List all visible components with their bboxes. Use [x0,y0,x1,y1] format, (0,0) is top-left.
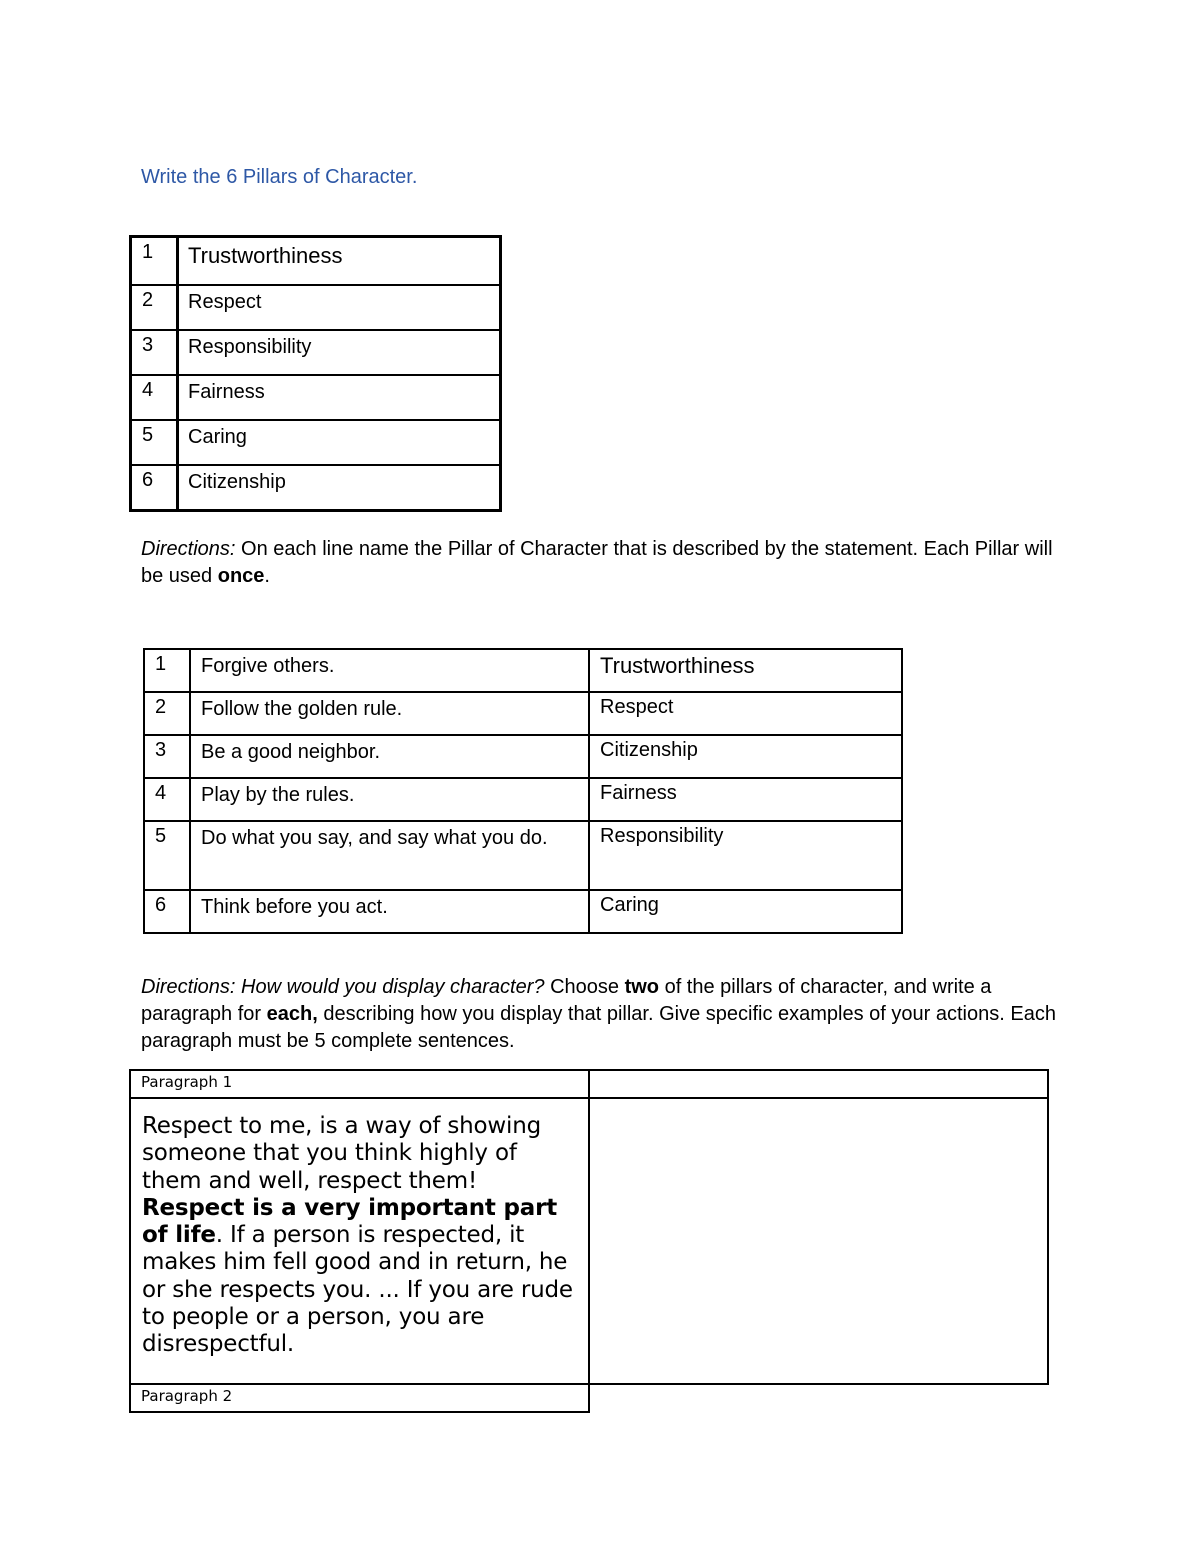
table-row [130,1384,1048,1412]
table-row [131,285,501,330]
empty-space [589,1384,1048,1412]
page-title: Write the 6 Pillars of Character. [141,166,418,188]
table-row [131,465,501,511]
pillar-answer[interactable]: Citizenship [178,465,501,511]
table-row [131,237,501,286]
pillar-answer[interactable]: Responsibility [589,821,902,890]
pillar-answer[interactable]: Fairness [178,375,501,420]
directions-text: On each line name the Pillar of Character that is described by the statement. Each Pillar will be used [141,538,1053,587]
pillar-answer[interactable]: Trustworthiness [178,237,501,286]
table-row [144,821,902,890]
directions-text: of the pillars of character, and write a paragraph for [141,976,992,1025]
directions-emphasis: two [624,976,660,998]
statement: Do what you say, and say what you do. [190,821,589,890]
statement: Follow the golden rule. [190,692,589,735]
table-row [144,890,902,933]
directions-label: Directions: [141,538,236,560]
directions-emphasis: once [217,565,265,587]
paragraph-table [129,1069,1049,1413]
directions-end: . [264,565,270,587]
row-number: 1 [144,649,190,692]
paragraph-text-end: . If a person is respected, it makes him fell good and in return, he or she respects you. ... If you are rude to people or a person, you are disrespectful. [142,1222,573,1358]
row-number: 3 [131,330,178,375]
table-row [144,649,902,692]
table-row [131,420,501,465]
paragraph-bold-text: Respect is a very important part of life [142,1194,558,1249]
pillar-answer[interactable]: Citizenship [589,735,902,778]
directions-emphasis: each, [266,1003,318,1025]
row-number: 1 [131,237,178,286]
matching-table [143,648,903,934]
row-number: 5 [144,821,190,890]
pillar-answer[interactable]: Fairness [589,778,902,821]
statement: Play by the rules. [190,778,589,821]
pillar-answer[interactable]: Caring [589,890,902,933]
directions-text: Choose [544,976,625,998]
table-row [144,778,902,821]
paragraph-text: Respect to me, is a way of showing someone that you think highly of them and well, respect them! [142,1113,541,1194]
table-row [131,330,501,375]
statement: Think before you act. [190,890,589,933]
row-number: 3 [144,735,190,778]
table-row [131,375,501,420]
table-row [130,1070,1048,1098]
row-number: 6 [144,890,190,933]
paragraph-1-answer[interactable] [130,1098,589,1384]
blank-answer-cell[interactable] [589,1098,1048,1384]
directions-paragraphs [141,974,1061,1055]
table-row [144,735,902,778]
paragraph-2-label: Paragraph 2 [130,1384,589,1412]
directions-matching [141,536,1061,590]
pillar-answer[interactable]: Respect [589,692,902,735]
pillar-answer[interactable]: Trustworthiness [589,649,902,692]
row-number: 2 [131,285,178,330]
row-number: 4 [131,375,178,420]
blank-cell[interactable] [589,1070,1048,1098]
pillars-table [129,235,502,512]
row-number: 4 [144,778,190,821]
row-number: 5 [131,420,178,465]
row-number: 2 [144,692,190,735]
pillar-answer[interactable]: Caring [178,420,501,465]
statement: Forgive others. [190,649,589,692]
directions-question: Directions: How would you display character? [141,976,545,998]
pillar-answer[interactable]: Respect [178,285,501,330]
paragraph-1-label: Paragraph 1 [130,1070,589,1098]
pillar-answer[interactable]: Responsibility [178,330,501,375]
table-row [130,1098,1048,1384]
directions-text: describing how you display that pillar. Give specific examples of your actions. Each paragraph must be 5 complete sentences. [141,1003,1056,1052]
row-number: 6 [131,465,178,511]
table-row [144,692,902,735]
statement: Be a good neighbor. [190,735,589,778]
